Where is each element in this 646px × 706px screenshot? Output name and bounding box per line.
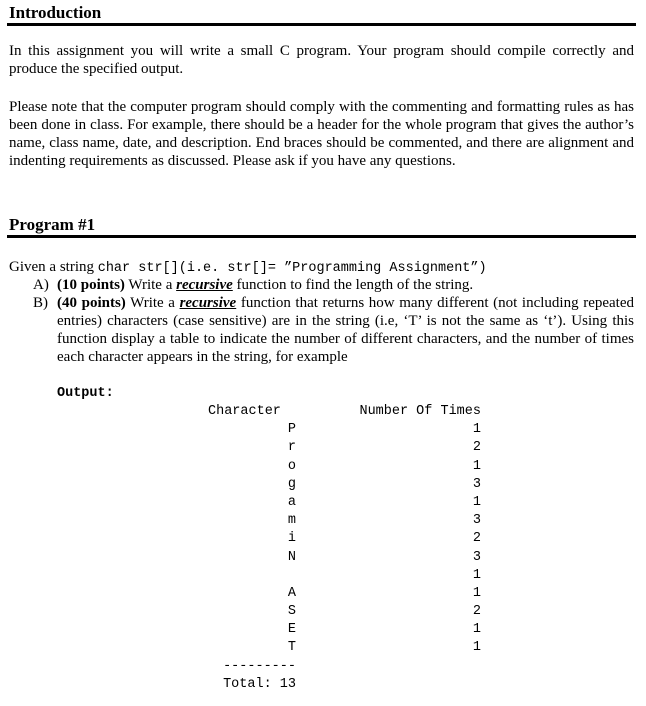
count-cell: 2: [472, 531, 481, 547]
task-label: B): [33, 295, 48, 311]
table-row: [208, 621, 481, 639]
intro-paragraph-2: Please note that the computer program should comply with the commenting and formatting rules as has been done in class. For example, there should be a header for the whole program that gives the author’s name, class name, date, and description. End braces should be commented, and there are alignment and indenting requirements as discussed. Please ask if you have any questions.: [9, 99, 634, 169]
character-cell: P: [287, 422, 296, 438]
emphasis: recursive: [179, 295, 237, 311]
character-cell: E: [287, 622, 296, 638]
intro-paragraph-1: In this assignment you will write a small C program. Your program should compile correctly and produce the specified output.: [9, 43, 634, 77]
count-cell: 3: [472, 513, 481, 529]
character-cell: N: [287, 549, 296, 565]
character-cell: S: [287, 604, 296, 620]
count-cell: 1: [472, 585, 481, 601]
heading-introduction: Introduction: [9, 3, 102, 22]
table-row: [208, 476, 481, 494]
task-label: A): [33, 277, 49, 293]
points: (40 points): [57, 295, 126, 311]
table-row: [208, 549, 481, 567]
count-cell: 1: [472, 567, 481, 583]
character-cell: o: [287, 458, 296, 474]
count-cell: 1: [472, 494, 481, 510]
character-cell: a: [287, 494, 296, 510]
count-cell: 1: [472, 422, 481, 438]
table-row: [208, 494, 481, 512]
task-text: function to find the length of the string.: [232, 277, 474, 293]
task-text: function that returns how many different (not including repeated entries) characters (case sensitive) are in the string (i.e, ‘T’ is not the same as ‘t’). Using this function display a table to indicate the number of different characters, and the number of times each character appears in the string, for example: [57, 295, 634, 365]
character-cell: [208, 567, 296, 585]
emphasis: recursive: [176, 277, 233, 293]
table-header: [208, 403, 481, 421]
heading-program-1: Program #1: [9, 215, 96, 234]
divider: ---------: [223, 658, 296, 674]
task-text: Write a: [125, 295, 180, 311]
given-text: Given a string: [9, 259, 98, 275]
table-row: [208, 585, 481, 603]
output-table: [208, 403, 481, 694]
table-row: [208, 639, 481, 657]
code-snippet: (i.e. str[]= ”Programming Assignment”): [178, 261, 487, 276]
points: (10 points): [57, 277, 125, 293]
column-header-count: Number Of Times: [359, 404, 481, 419]
count-cell: 2: [472, 440, 481, 456]
table-row: [208, 567, 481, 585]
given-string-line: [9, 258, 634, 278]
task-a: [33, 276, 634, 294]
column-header-character: Character: [208, 404, 281, 419]
character-cell: A: [287, 585, 296, 601]
table-row: [208, 421, 481, 439]
count-cell: 1: [472, 622, 481, 638]
count-cell: 3: [472, 549, 481, 565]
character-cell: m: [287, 513, 296, 529]
character-cell: i: [287, 531, 296, 547]
task-text: Write a: [124, 277, 177, 293]
code-snippet: char str[]: [97, 261, 179, 276]
table-row: [208, 512, 481, 530]
character-cell: r: [287, 440, 296, 456]
character-cell: T: [287, 640, 296, 656]
count-cell: 1: [472, 458, 481, 474]
table-row: [208, 530, 481, 548]
heading-rule: [7, 23, 636, 26]
task-b: [33, 294, 634, 366]
total: Total: 13: [223, 676, 296, 692]
character-cell: g: [287, 476, 296, 492]
table-row: [208, 439, 481, 457]
count-cell: 2: [472, 604, 481, 620]
heading-rule: [7, 235, 636, 238]
table-row: [208, 458, 481, 476]
output-label: Output:: [57, 386, 114, 401]
count-cell: 3: [472, 476, 481, 492]
count-cell: 1: [472, 640, 481, 656]
table-row: [208, 603, 481, 621]
